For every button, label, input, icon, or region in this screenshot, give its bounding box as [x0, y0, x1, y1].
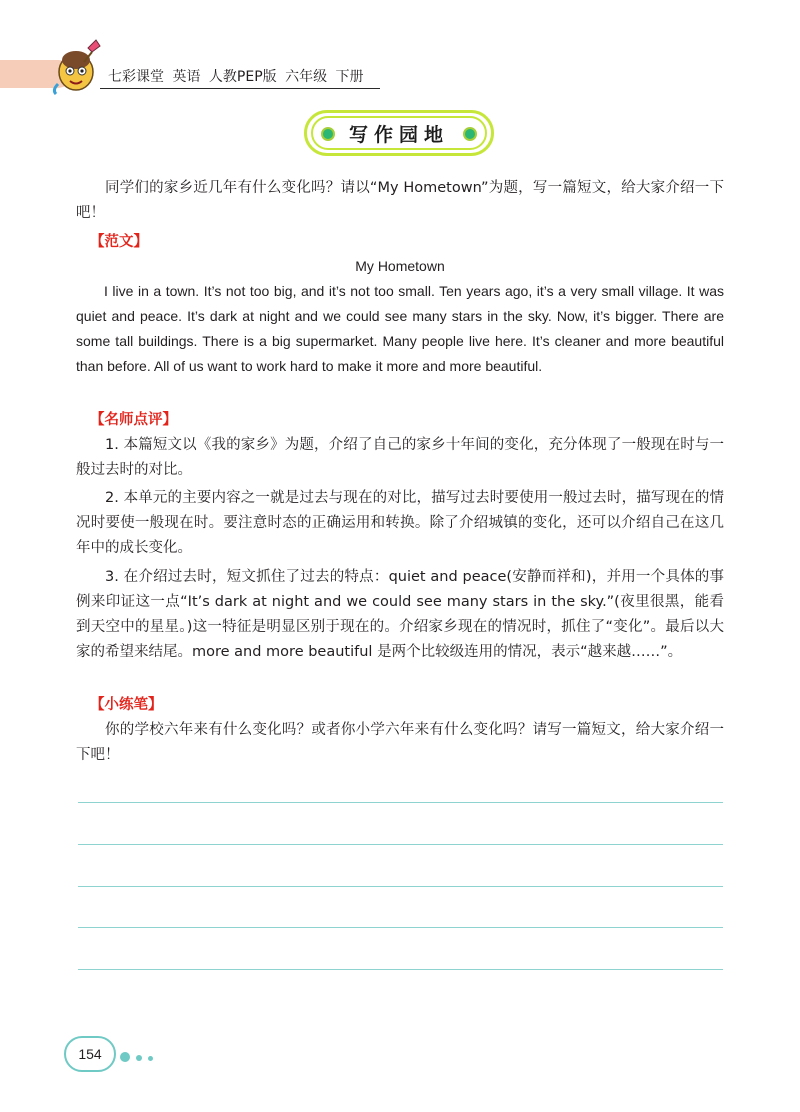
sample-tag: 【范文】	[90, 234, 148, 250]
mascot-icon	[46, 38, 104, 96]
comment-point-2: 2. 本单元的主要内容之一就是过去与现在的对比，描写过去时要使用一般过去时，描写现在的情况时要使一般现在时。要注意时态的正确运用和转换。除了介绍城镇的变化，还可以介绍自己在这几年中的成长变化。	[76, 490, 724, 556]
writing-line[interactable]	[78, 927, 723, 928]
header-title: 七彩课堂 英语 人教PEP版 六年级 下册	[108, 69, 364, 85]
practice-tag: 【小练笔】	[90, 697, 163, 713]
page-dot-icon	[148, 1056, 153, 1061]
sample-title: My Hometown	[355, 258, 445, 274]
comment-point-1: 1. 本篇短文以《我的家乡》为题，介绍了自己的家乡十年间的变化，充分体现了一般现在时与一般过去时的对比。	[76, 437, 724, 478]
section-title: 写作园地	[348, 123, 449, 146]
page-dot-icon	[120, 1052, 130, 1062]
section-badge	[304, 110, 494, 156]
section-badge-inner	[311, 116, 487, 150]
badge-dot-right-icon	[463, 127, 477, 141]
writing-line[interactable]	[78, 969, 723, 970]
header-rule	[100, 88, 380, 89]
page-dot-icon	[136, 1055, 142, 1061]
badge-dot-left-icon	[321, 127, 335, 141]
writing-line[interactable]	[78, 844, 723, 845]
sample-body: I live in a town. It’s not too big, and it’s not too small. Ten years ago, it’s a very small village. It was quiet and peace. It’s dark at night and we could see many stars in the sky. Now, it’s bigger. There are some tall buildings. There is a big supermarket. Many people live here. It’s cleaner and more beautiful than before. All of us want to work hard to make it more and more beautiful.	[76, 283, 724, 374]
comment-point-3: 3. 在介绍过去时，短文抓住了过去的特点：quiet and peace(安静而祥和)，并用一个具体的事例来印证这一点“It’s dark at night and we could see many stars in the sky.”(夜里很黑，能看到天空中的星星。)这一特征是明显区别于现在的。介绍家乡现在的情况时，抓住了“变化”。最后以大家的希望来结尾。more and more beautiful 是两个比较级连用的情况，表示“越来越……”。	[76, 569, 724, 660]
writing-line[interactable]	[78, 802, 723, 803]
page-number: 154	[64, 1036, 116, 1072]
writing-prompt: 同学们的家乡近几年有什么变化吗？请以“My Hometown”为题，写一篇短文，给大家介绍一下吧！	[76, 180, 724, 221]
writing-line[interactable]	[78, 886, 723, 887]
comment-tag: 【名师点评】	[90, 412, 177, 428]
practice-prompt: 你的学校六年来有什么变化吗？或者你小学六年来有什么变化吗？请写一篇短文，给大家介绍一下吧！	[76, 722, 724, 763]
